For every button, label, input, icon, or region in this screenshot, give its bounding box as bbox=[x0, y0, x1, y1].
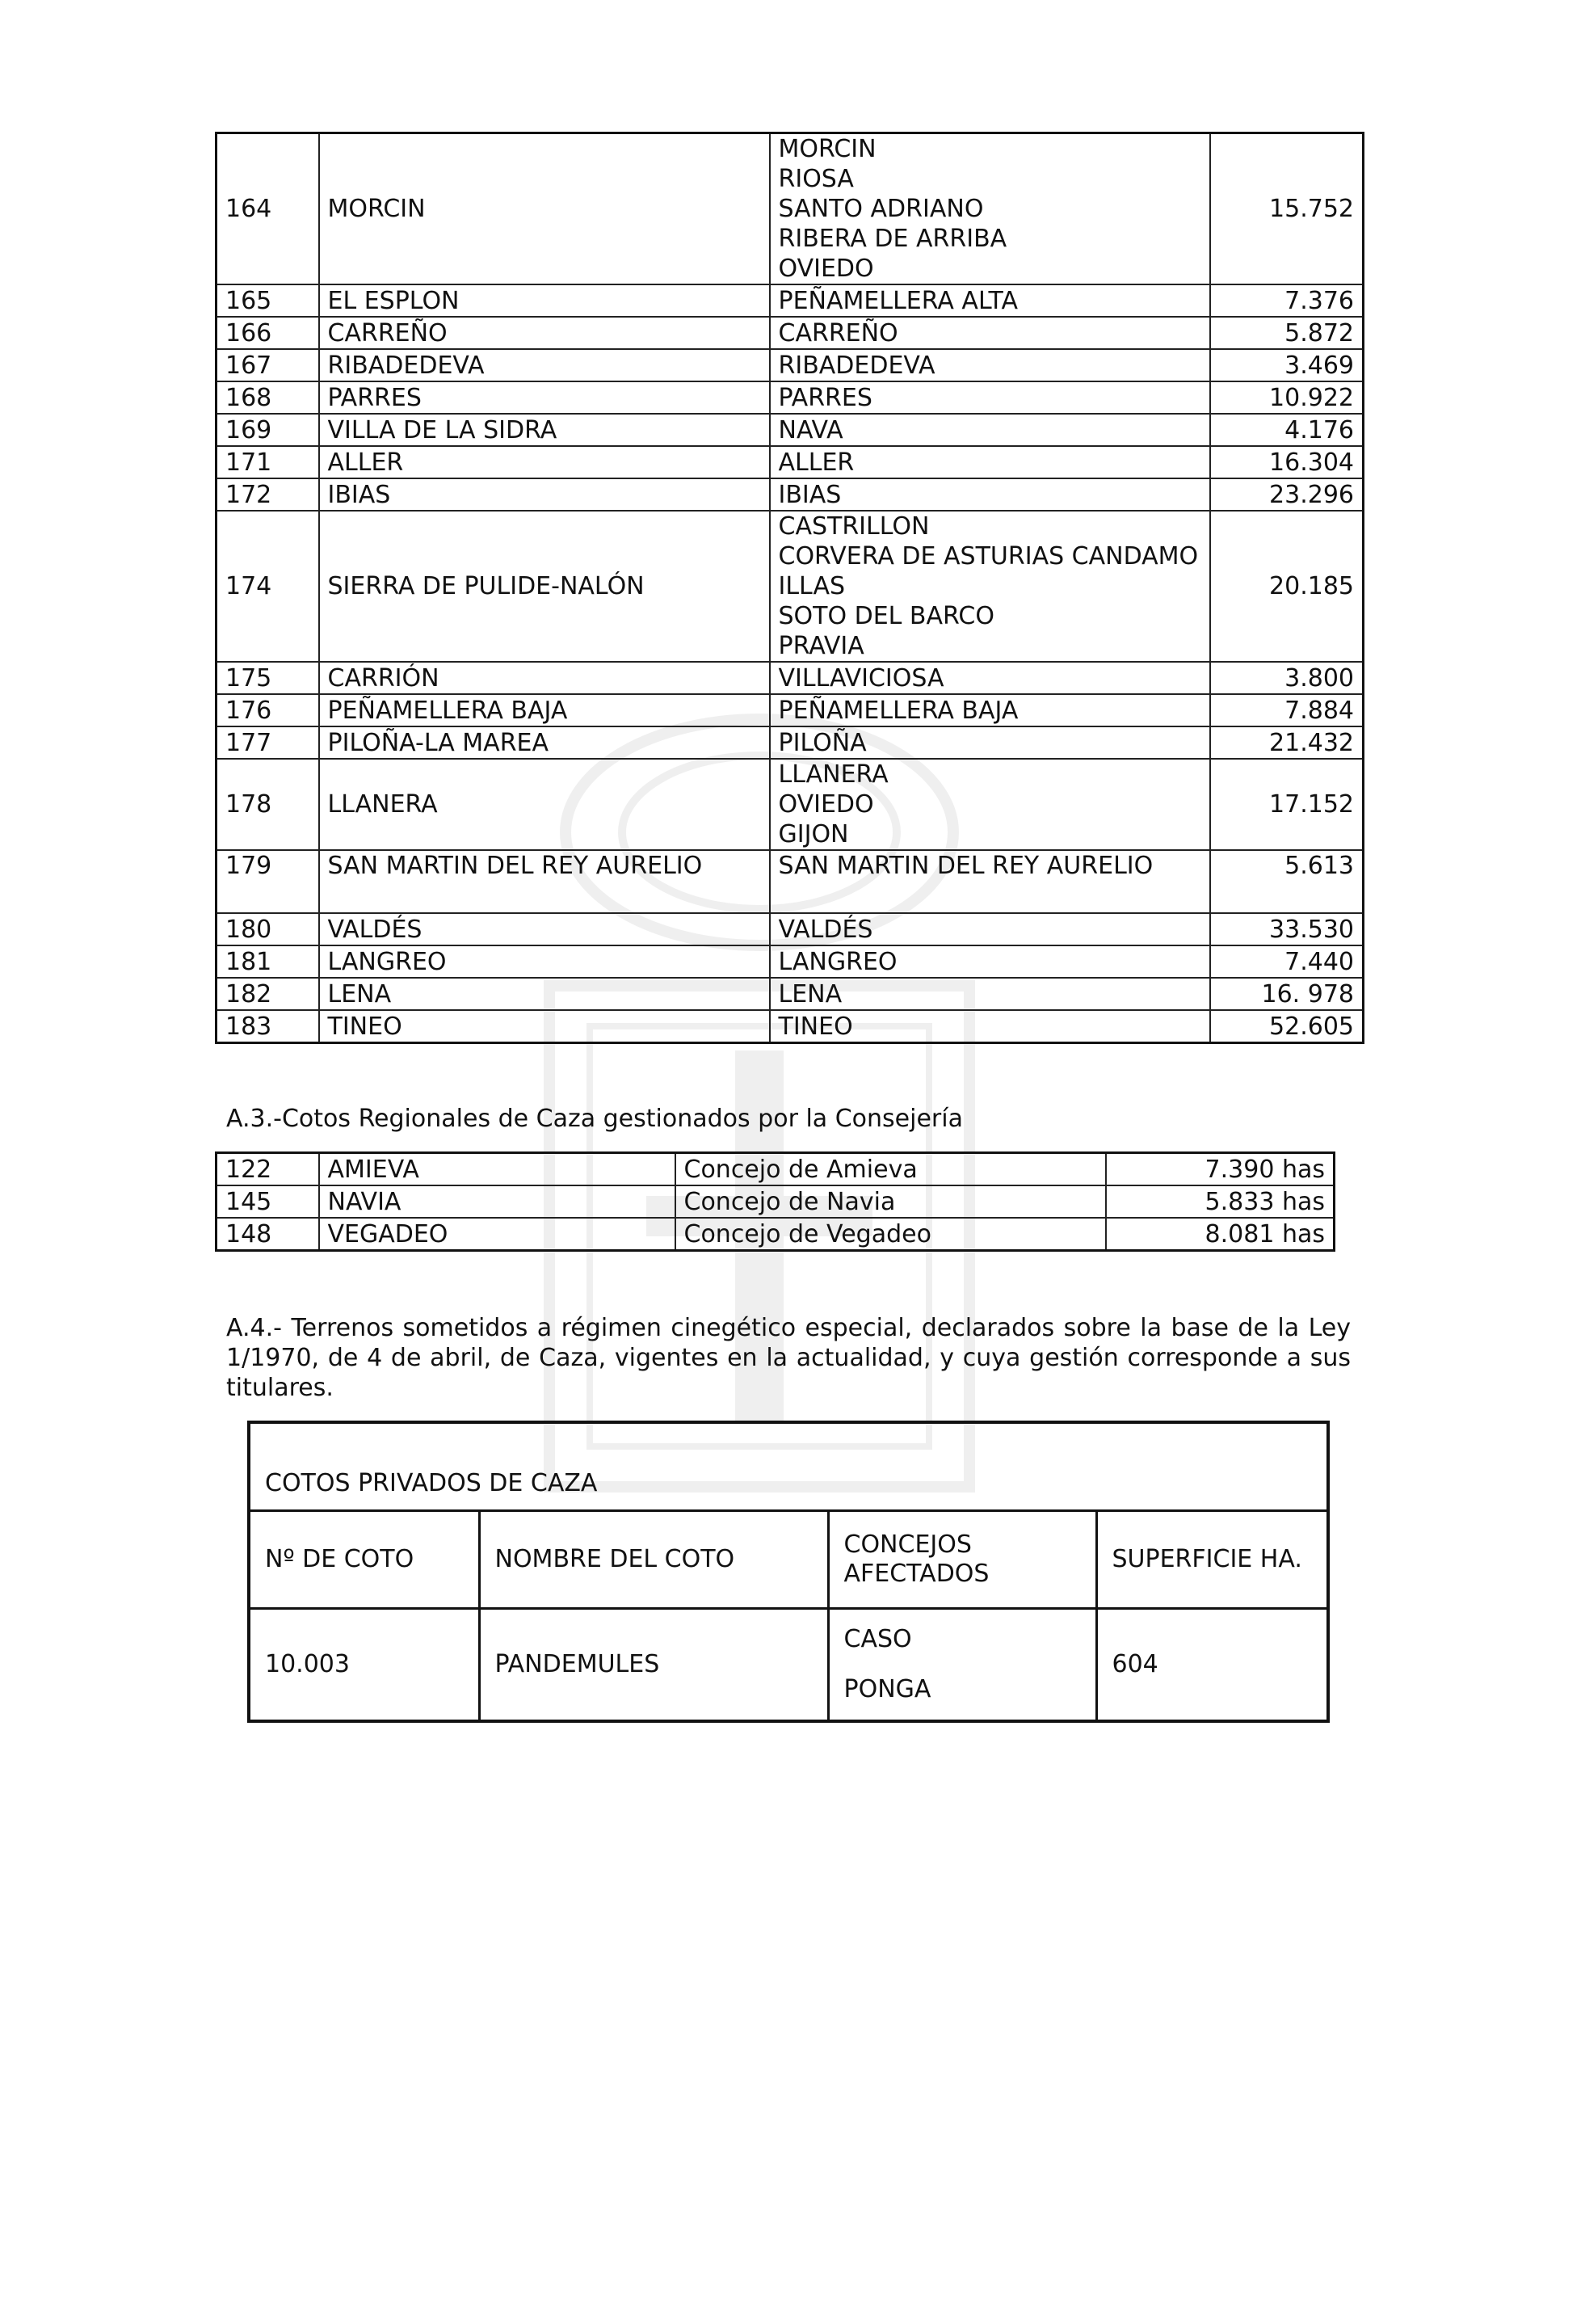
table-row bbox=[217, 694, 1364, 726]
concejo: CARREÑO bbox=[770, 317, 1210, 349]
coto-number: 182 bbox=[217, 978, 319, 1010]
coto-name: SIERRA DE PULIDE-NALÓN bbox=[319, 511, 770, 662]
coto-name: CARRIÓN bbox=[319, 662, 770, 694]
coto-area: 33.530 bbox=[1210, 913, 1364, 945]
coto-name: NAVIA bbox=[319, 1185, 675, 1218]
coto-number: 148 bbox=[217, 1218, 319, 1251]
coto-number: 10.003 bbox=[249, 1609, 479, 1722]
concejo: PARRES bbox=[770, 381, 1210, 414]
concejo: RIBERA DE ARRIBA bbox=[778, 225, 1007, 253]
coto-area: 5.833 has bbox=[1106, 1185, 1335, 1218]
table-row bbox=[217, 414, 1364, 446]
coto-area: 4.176 bbox=[1210, 414, 1364, 446]
table-row bbox=[217, 381, 1364, 414]
table-row bbox=[217, 913, 1364, 945]
concejo: IBIAS bbox=[770, 478, 1210, 511]
coto-name: VEGADEO bbox=[319, 1218, 675, 1251]
coto-number: 178 bbox=[217, 759, 319, 850]
concejo: LENA bbox=[770, 978, 1210, 1010]
section-heading-a3: A.3.-Cotos Regionales de Caza gestionados por la Consejería bbox=[226, 1105, 963, 1133]
coto-name: PANDEMULES bbox=[479, 1609, 828, 1722]
table-row bbox=[217, 478, 1364, 511]
coto-area: 15.752 bbox=[1210, 133, 1364, 285]
coto-number: 167 bbox=[217, 349, 319, 381]
coto-name: AMIEVA bbox=[319, 1153, 675, 1186]
coto-area: 23.296 bbox=[1210, 478, 1364, 511]
column-header: CONCEJOS AFECTADOS bbox=[828, 1511, 1096, 1609]
coto-area: 7.440 bbox=[1210, 945, 1364, 978]
coto-number: 164 bbox=[217, 133, 319, 285]
concejo: RIOSA bbox=[778, 165, 854, 193]
coto-area: 16.304 bbox=[1210, 446, 1364, 478]
coto-number: 175 bbox=[217, 662, 319, 694]
table-row bbox=[217, 1010, 1364, 1043]
table-row bbox=[217, 726, 1364, 759]
concejos-cell bbox=[770, 511, 1210, 662]
coto-name: CARREÑO bbox=[319, 317, 770, 349]
concejo: OVIEDO bbox=[778, 255, 874, 283]
coto-number: 183 bbox=[217, 1010, 319, 1043]
coto-area: 3.800 bbox=[1210, 662, 1364, 694]
table-caption: COTOS PRIVADOS DE CAZA bbox=[249, 1422, 1328, 1511]
coto-name: ALLER bbox=[319, 446, 770, 478]
cotos-table bbox=[215, 132, 1364, 1044]
coto-name: IBIAS bbox=[319, 478, 770, 511]
table-row bbox=[249, 1609, 1328, 1722]
coto-name: VILLA DE LA SIDRA bbox=[319, 414, 770, 446]
coto-number: 174 bbox=[217, 511, 319, 662]
regional-cotos-table bbox=[215, 1151, 1335, 1252]
table-caption-row bbox=[249, 1422, 1328, 1511]
coto-name: PARRES bbox=[319, 381, 770, 414]
coto-name: RIBADEDEVA bbox=[319, 349, 770, 381]
coto-number: 166 bbox=[217, 317, 319, 349]
coto-area: 7.376 bbox=[1210, 284, 1364, 317]
coto-area: 3.469 bbox=[1210, 349, 1364, 381]
table-row bbox=[217, 978, 1364, 1010]
coto-name: VALDÉS bbox=[319, 913, 770, 945]
concejo: SANTO ADRIANO bbox=[778, 195, 984, 223]
table-row bbox=[217, 850, 1364, 913]
concejo: MORCIN bbox=[778, 135, 877, 163]
coto-number: 181 bbox=[217, 945, 319, 978]
coto-area: 7.884 bbox=[1210, 694, 1364, 726]
coto-area: 7.390 has bbox=[1106, 1153, 1335, 1186]
concejo: LLANERA bbox=[778, 760, 889, 789]
concejo: SAN MARTIN DEL REY AURELIO bbox=[770, 850, 1210, 913]
coto-number: 171 bbox=[217, 446, 319, 478]
coto-number: 172 bbox=[217, 478, 319, 511]
table-row bbox=[217, 446, 1364, 478]
concejo: CORVERA DE ASTURIAS CANDAMO bbox=[778, 542, 1199, 570]
table-row bbox=[217, 511, 1364, 662]
coto-name: PEÑAMELLERA BAJA bbox=[319, 694, 770, 726]
column-header: SUPERFICIE HA. bbox=[1096, 1511, 1328, 1609]
coto-name: LENA bbox=[319, 978, 770, 1010]
coto-area: 21.432 bbox=[1210, 726, 1364, 759]
concejo: GIJON bbox=[778, 820, 849, 848]
table-row bbox=[217, 284, 1364, 317]
concejo: PRAVIA bbox=[778, 632, 864, 660]
table-header-row bbox=[249, 1511, 1328, 1609]
concejo: TINEO bbox=[770, 1010, 1210, 1043]
coto-area: 8.081 has bbox=[1106, 1218, 1335, 1251]
coto-area: 10.922 bbox=[1210, 381, 1364, 414]
concejo: PEÑAMELLERA BAJA bbox=[770, 694, 1210, 726]
concejo: RIBADEDEVA bbox=[770, 349, 1210, 381]
coto-area: 16. 978 bbox=[1210, 978, 1364, 1010]
concejo: ILLAS bbox=[778, 572, 846, 600]
private-cotos-table bbox=[247, 1421, 1330, 1723]
coto-area: 17.152 bbox=[1210, 759, 1364, 850]
concejo: ALLER bbox=[770, 446, 1210, 478]
coto-number: 177 bbox=[217, 726, 319, 759]
concejos-cell bbox=[770, 133, 1210, 285]
concejo: PILOÑA bbox=[770, 726, 1210, 759]
concejo: LANGREO bbox=[770, 945, 1210, 978]
table-row bbox=[217, 349, 1364, 381]
coto-area: 52.605 bbox=[1210, 1010, 1364, 1043]
concejos-cell bbox=[828, 1609, 1096, 1722]
coto-area: 604 bbox=[1096, 1609, 1328, 1722]
table-row bbox=[217, 1218, 1335, 1251]
coto-name: TINEO bbox=[319, 1010, 770, 1043]
concejo: SOTO DEL BARCO bbox=[778, 602, 994, 630]
coto-name: MORCIN bbox=[319, 133, 770, 285]
coto-number: 122 bbox=[217, 1153, 319, 1186]
coto-number: 165 bbox=[217, 284, 319, 317]
table-row bbox=[217, 759, 1364, 850]
concejo: VILLAVICIOSA bbox=[770, 662, 1210, 694]
concejo: CASTRILLON bbox=[778, 512, 930, 541]
coto-name: EL ESPLON bbox=[319, 284, 770, 317]
coto-area: 20.185 bbox=[1210, 511, 1364, 662]
coto-number: 176 bbox=[217, 694, 319, 726]
coto-name: PILOÑA-LA MAREA bbox=[319, 726, 770, 759]
section-paragraph-a4: A.4.- Terrenos sometidos a régimen cinegético especial, declarados sobre la base de la Ley 1/1970, de 4 de abril, de Caza, vigentes en la actualidad, y cuya gestión corresponde a sus titulares. bbox=[226, 1314, 1351, 1402]
concejo: OVIEDO bbox=[778, 790, 874, 819]
table-row bbox=[217, 1185, 1335, 1218]
table-row bbox=[217, 317, 1364, 349]
coto-name: LANGREO bbox=[319, 945, 770, 978]
coto-name: SAN MARTIN DEL REY AURELIO bbox=[319, 850, 770, 913]
table-row bbox=[217, 133, 1364, 285]
concejos-cell bbox=[770, 759, 1210, 850]
concejo: CASO bbox=[843, 1625, 912, 1653]
table-row bbox=[217, 945, 1364, 978]
coto-number: 180 bbox=[217, 913, 319, 945]
concejo: PEÑAMELLERA ALTA bbox=[770, 284, 1210, 317]
table-row bbox=[217, 1153, 1335, 1186]
concejo: Concejo de Navia bbox=[675, 1185, 1106, 1218]
concejo: VALDÉS bbox=[770, 913, 1210, 945]
coto-number: 168 bbox=[217, 381, 319, 414]
concejo: PONGA bbox=[843, 1675, 931, 1703]
coto-number: 179 bbox=[217, 850, 319, 913]
coto-area: 5.613 bbox=[1210, 850, 1364, 913]
table-row bbox=[217, 662, 1364, 694]
coto-number: 169 bbox=[217, 414, 319, 446]
concejo: NAVA bbox=[770, 414, 1210, 446]
concejo: Concejo de Vegadeo bbox=[675, 1218, 1106, 1251]
coto-name: LLANERA bbox=[319, 759, 770, 850]
column-header: NOMBRE DEL COTO bbox=[479, 1511, 828, 1609]
column-header: Nº DE COTO bbox=[249, 1511, 479, 1609]
coto-area: 5.872 bbox=[1210, 317, 1364, 349]
coto-number: 145 bbox=[217, 1185, 319, 1218]
concejo: Concejo de Amieva bbox=[675, 1153, 1106, 1186]
